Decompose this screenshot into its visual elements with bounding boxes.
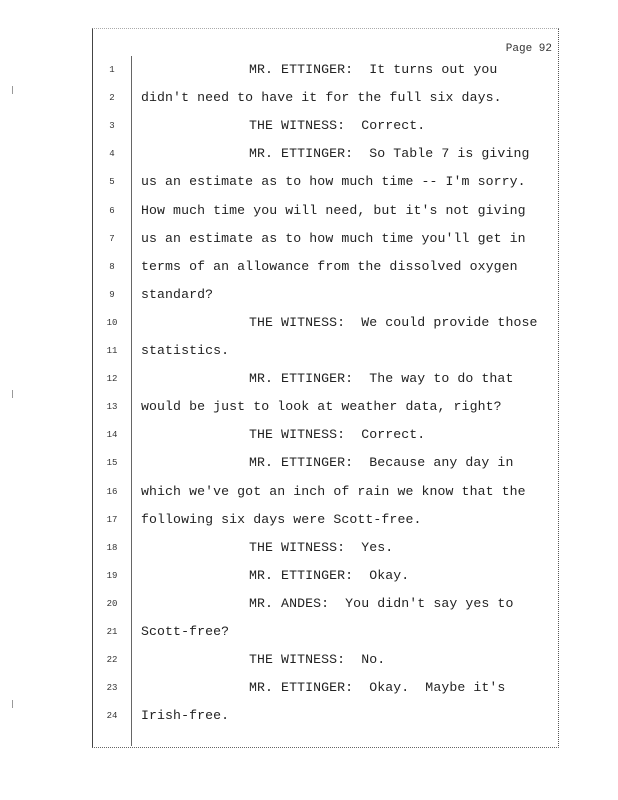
transcript-line	[92, 399, 557, 419]
line-number: 1	[109, 65, 115, 75]
line-number: 4	[109, 149, 115, 160]
transcript-line	[92, 427, 557, 447]
line-text: MR. ETTINGER: It turns out you	[249, 62, 498, 77]
line-text: us an estimate as to how much time you'll get in	[141, 230, 526, 246]
line-text: THE WITNESS: Correct.	[249, 427, 426, 443]
line-text: didn't need to have it for the full six days.	[141, 90, 502, 106]
line-text: THE WITNESS: Yes.	[249, 539, 394, 555]
line-text: MR. ETTINGER: Okay. Maybe it's	[249, 680, 506, 696]
line-text: would be just to look at weather data, right?	[141, 399, 502, 415]
transcript-line	[92, 118, 557, 138]
line-number: 3	[109, 121, 115, 132]
line-number: 16	[106, 486, 118, 497]
line-text: Irish-free.	[141, 708, 230, 724]
line-text: MR. ETTINGER: The way to do that	[249, 371, 514, 387]
line-text: THE WITNESS: Correct.	[249, 118, 426, 134]
line-text: MR. ETTINGER: Because any day in	[249, 455, 514, 471]
line-text: THE WITNESS: No.	[249, 652, 386, 668]
transcript-line	[92, 624, 557, 644]
line-number: 8	[109, 261, 115, 272]
transcript-line	[92, 174, 557, 194]
line-number: 12	[106, 374, 118, 385]
transcript-line	[92, 596, 557, 616]
line-number: 23	[106, 683, 118, 694]
transcript-line	[92, 343, 557, 363]
line-text: us an estimate as to how much time -- I'm sorry.	[141, 174, 526, 190]
line-text: Scott-free?	[141, 624, 230, 639]
line-number: 9	[109, 289, 115, 300]
transcript-line	[92, 455, 557, 475]
line-text: statistics.	[141, 343, 230, 358]
transcript-line	[92, 371, 557, 391]
transcript-line	[92, 315, 557, 335]
transcript-line	[92, 259, 557, 279]
line-text: which we've got an inch of rain we know that the	[141, 483, 526, 499]
line-number: 20	[106, 598, 118, 609]
transcript-line	[92, 62, 557, 82]
line-text: standard?	[141, 286, 214, 302]
transcript-line	[92, 231, 557, 251]
line-number: 7	[109, 233, 115, 244]
line-number: 11	[106, 346, 118, 356]
line-text: MR. ETTINGER: Okay.	[249, 567, 410, 583]
scan-mark	[12, 700, 16, 708]
line-number: 17	[106, 514, 118, 525]
line-number: 13	[106, 402, 118, 413]
scan-mark	[12, 86, 16, 94]
transcript-line	[92, 203, 557, 223]
line-text: How much time you will need, but it's not giving	[141, 202, 526, 218]
transcript-line	[92, 708, 557, 728]
line-number: 24	[106, 711, 118, 722]
line-number: 5	[109, 177, 115, 188]
line-number: 15	[106, 458, 118, 469]
transcript-line	[92, 652, 557, 672]
line-number: 19	[106, 570, 118, 581]
line-text: THE WITNESS: We could provide those	[249, 314, 538, 330]
line-number: 22	[106, 655, 118, 666]
line-number: 6	[109, 205, 115, 216]
line-text: MR. ETTINGER: So Table 7 is giving	[249, 146, 530, 162]
transcript-line	[92, 680, 557, 700]
page-number: Page 92	[505, 43, 552, 55]
transcript-line	[92, 568, 557, 588]
transcript-line	[92, 484, 557, 504]
transcript-line	[92, 512, 557, 532]
transcript-line	[92, 540, 557, 560]
line-text: terms of an allowance from the dissolved oxygen	[141, 258, 518, 274]
line-number: 18	[106, 542, 118, 553]
line-text: MR. ANDES: You didn't say yes to	[249, 595, 514, 611]
line-number: 10	[106, 317, 118, 328]
line-text: following six days were Scott-free.	[141, 511, 422, 527]
scan-mark	[12, 390, 16, 398]
transcript-line	[92, 146, 557, 166]
transcript-line	[92, 90, 557, 110]
line-number: 14	[106, 430, 118, 441]
transcript-line	[92, 287, 557, 307]
line-number: 2	[109, 93, 115, 104]
line-number: 21	[106, 627, 118, 637]
